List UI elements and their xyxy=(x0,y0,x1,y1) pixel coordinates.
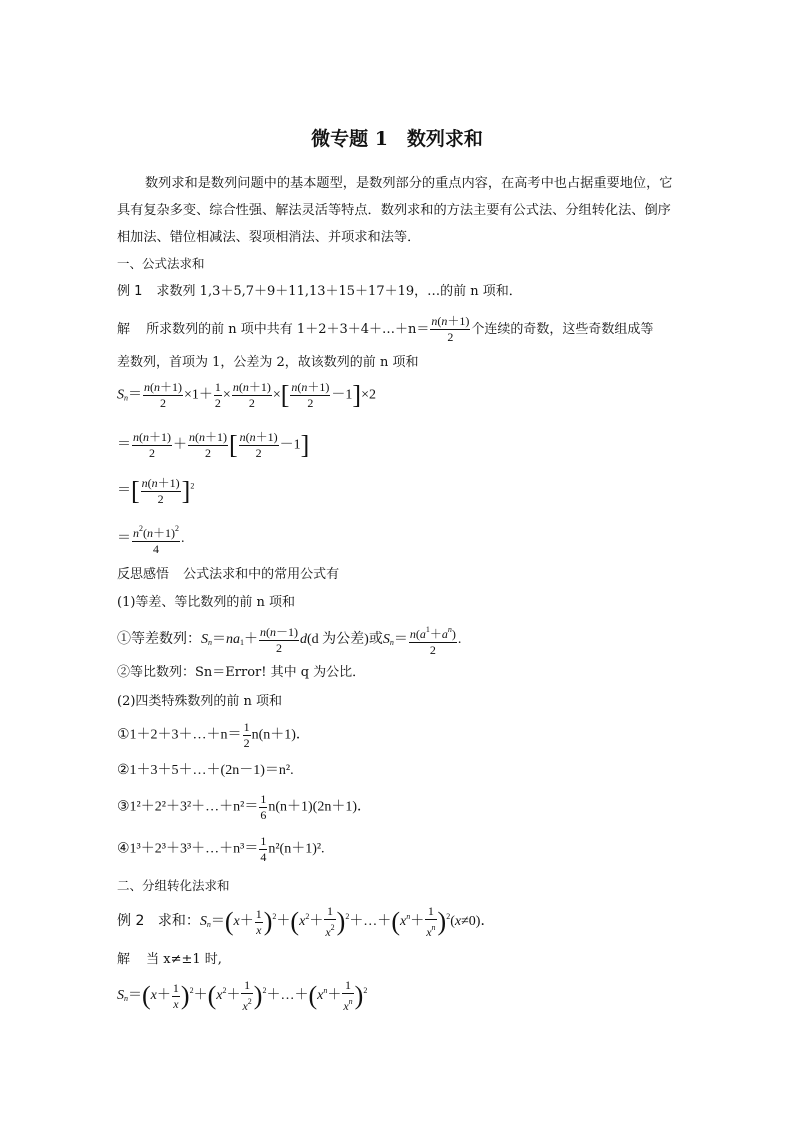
formula-sn-2: ＝ $\frac{n(n+1)}{2}$ ＋ $\frac{n(n+1)}{2}$ [ $\frac{n(n+1)}{2}$ －1] xyxy=(117,430,310,460)
formula-text: ①1＋2＋3＋…＋n＝ xyxy=(117,727,242,743)
section-heading-2: 二、分组转化法求和 xyxy=(117,878,230,893)
example-1 xyxy=(117,285,522,298)
arith-prefix: ①等差数列： xyxy=(117,632,201,648)
example-label: 例 2 xyxy=(117,913,145,930)
formula-text: n(n＋1)(2n＋1)． xyxy=(268,799,371,815)
example-text: 求数列 1,3＋5,7＋9＋11,13＋15＋17＋19，…的前 n 项和． xyxy=(156,284,522,299)
solution-text: 所求数列的前 n 项中共有 1＋2＋3＋4＋…＋n＝ xyxy=(146,322,430,337)
formula-group-2: (2)四类特殊数列的前 n 项和 xyxy=(117,694,283,709)
formula-text: ④1³＋2³＋3³＋…＋n³＝ xyxy=(117,841,259,857)
fraction: $\frac{n(n+1)}{2}$ xyxy=(431,314,470,344)
solution-1-line-1 xyxy=(117,314,653,345)
solution-2 xyxy=(117,953,222,966)
solution-text: 个连续的奇数，这些奇数组成等 xyxy=(471,322,654,337)
intro-paragraph: 数列求和是数列问题中的基本题型，是数列部分的重点内容，在高考中也占据重要地位，它具有复杂多变、综合性强、解法灵活等特点．数列求和的方法主要有公式法、分组转化法、倒序相加法、错位相减法、裂项相消法、并项求和法等． xyxy=(117,176,673,245)
special-sum-3: ③1²＋2²＋3²＋…＋n²＝ $\frac{1}{6}$ n(n＋1)(2n＋1)． xyxy=(117,792,371,822)
special-sum-4: ④1³＋2³＋3³＋…＋n³＝ $\frac{1}{4}$ n²(n＋1)². xyxy=(117,834,325,864)
example-label: 例 1 xyxy=(117,284,143,299)
solution-1-line-2: 差数列，首项为 1，公差为 2，故该数列的前 n 项和 xyxy=(117,355,419,370)
example-text: 求和： xyxy=(157,914,200,930)
arithmetic-sum-formula: ①等差数列：$S_n=na_1+$ $\frac{n(n-1)}{2}$ d(d 为公差)或$S_n=$ $\frac{n(a^1+a^n)}{2}$ . xyxy=(117,622,461,658)
example-2: 例 2 求和：$S_n=(x+$ $\frac{1}{x}$ )$^2+(x^2+$ $\frac{1}{x^2}$ )$^2+\dots+(x^n+$ $\frac{1}{x^n}$ )$^2$(x≠0)． xyxy=(117,904,495,939)
formula-text: ③1²＋2²＋3²＋…＋n²＝ xyxy=(117,799,259,815)
formula-sn-4: ＝ $\frac{n^2(n+1)^2}{4}$ . xyxy=(117,521,185,557)
reflection xyxy=(117,568,339,581)
section-heading-1: 一、公式法求和 xyxy=(117,256,205,271)
solution-label: 解 xyxy=(117,952,131,967)
special-sum-1: ①1＋2＋3＋…＋n＝ $\frac{1}{2}$ n(n＋1)． xyxy=(117,720,310,750)
solution-label: 解 xyxy=(117,322,131,337)
reflection-text: 公式法求和中的常用公式有 xyxy=(183,567,340,582)
reflection-label: 反思感悟 xyxy=(117,567,170,582)
formula-sn-expansion: $S_n=(x+$ $\frac{1}{x}$ )$^2+(x^2+$ $\frac{1}{x^2}$ )$^2+\dots+(x^n+$ $\frac{1}{x^n}$ )$^2$ xyxy=(117,978,368,1013)
arith-note: (d 为公差)或 xyxy=(307,632,383,648)
formula-text: n(n＋1)． xyxy=(251,727,310,743)
formula-text: n²(n＋1)². xyxy=(268,841,325,857)
formula-group-1: (1)等差、等比数列的前 n 项和 xyxy=(117,595,296,610)
formula-sn-1: $S_n=$ $\frac{n(n+1)}{2}$ ×1＋ $\frac{1}{2}$ × $\frac{n(n+1)}{2}$ ×[ $\frac{n(n+1)}{2}$ －1]×2 xyxy=(117,380,376,410)
geometric-sum-formula: ②等比数列：Sn＝Error! 其中 q 为公比． xyxy=(117,665,366,680)
page-title: 微专题 1 数列求和 xyxy=(311,128,483,150)
special-sum-2: ②1＋3＋5＋…＋(2n－1)＝n². xyxy=(117,763,294,778)
formula-sn-3: ＝[ $\frac{n(n+1)}{2}$ ]$^2$ xyxy=(117,476,195,506)
solution-text: 当 x≠±1 时, xyxy=(146,952,222,967)
